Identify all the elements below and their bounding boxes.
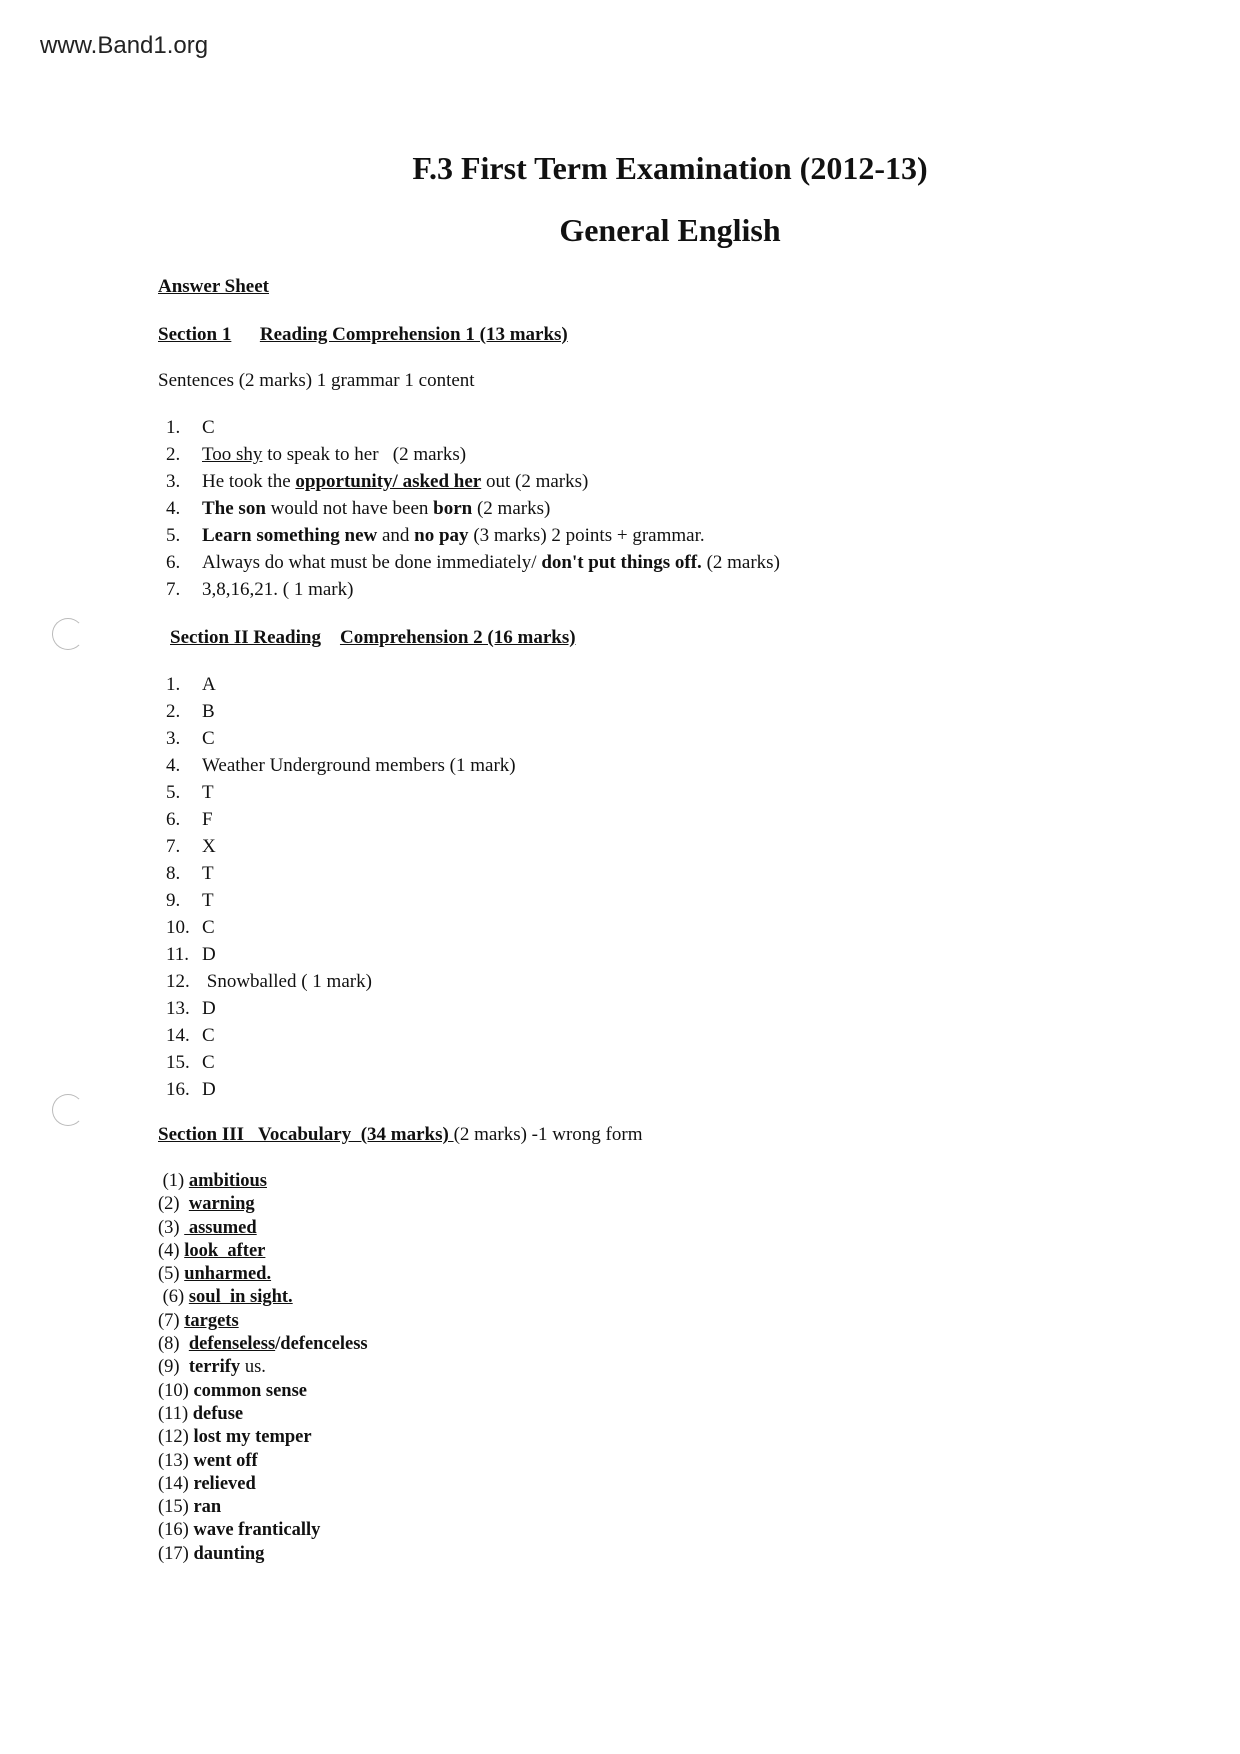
text-segment: (3 marks) 2 points + grammar. bbox=[468, 525, 705, 546]
text-segment: T bbox=[202, 890, 214, 911]
text-segment: Reading Comprehension 1 (13 marks) bbox=[259, 324, 568, 345]
text-segment: ambitious bbox=[188, 1171, 267, 1191]
answer-item bbox=[166, 1022, 516, 1049]
answer-item bbox=[158, 1519, 368, 1542]
answer-number: 14. bbox=[166, 1025, 190, 1046]
answer-number: 16. bbox=[166, 1079, 190, 1100]
text-segment: Section II Reading bbox=[170, 627, 321, 648]
exam-title: F.3 First Term Examination (2012-13) bbox=[412, 150, 928, 186]
website-url: www.Band1.org bbox=[40, 32, 209, 59]
text-segment: unharmed. bbox=[184, 1264, 272, 1285]
answer-number: 3. bbox=[166, 728, 181, 749]
answer-item bbox=[166, 995, 516, 1022]
answer-number: (11) bbox=[158, 1403, 193, 1424]
text-segment: soul in sight. bbox=[188, 1287, 293, 1308]
answer-item bbox=[166, 414, 780, 441]
answer-number: (5) bbox=[158, 1264, 185, 1285]
answer-item bbox=[166, 576, 780, 603]
answer-number: 2. bbox=[166, 444, 181, 465]
answer-number: 1. bbox=[166, 417, 181, 438]
answer-sheet-label: Answer Sheet bbox=[158, 276, 270, 297]
text-segment: common sense bbox=[193, 1380, 308, 1401]
text-segment: (2 marks) -1 wrong form bbox=[453, 1124, 643, 1145]
answer-item bbox=[158, 1193, 368, 1216]
text-segment: look after bbox=[184, 1240, 266, 1261]
text-segment bbox=[321, 627, 340, 648]
answer-item bbox=[158, 1543, 368, 1566]
answer-item bbox=[158, 1356, 368, 1379]
text-segment: C bbox=[202, 1025, 215, 1046]
answer-number: (15) bbox=[158, 1497, 194, 1518]
answer-number: 15. bbox=[166, 1052, 190, 1073]
text-segment: 3,8,16,21. ( 1 mark) bbox=[202, 579, 354, 600]
answer-item bbox=[158, 1333, 368, 1356]
answer-number: (2) bbox=[158, 1194, 189, 1215]
answer-number: 5. bbox=[166, 525, 181, 546]
answer-item bbox=[158, 1450, 368, 1473]
text-segment: terrify bbox=[188, 1357, 241, 1378]
text-segment: T bbox=[202, 782, 214, 803]
answer-number: 4. bbox=[166, 755, 181, 776]
text-segment: don't put things off. bbox=[541, 552, 702, 573]
answer-item bbox=[166, 495, 780, 522]
text-segment: Always do what must be done immediately/ bbox=[202, 552, 542, 573]
answer-item bbox=[166, 698, 516, 725]
answer-number: (6) bbox=[158, 1287, 189, 1308]
text-segment: assumed bbox=[184, 1217, 257, 1238]
text-segment: relieved bbox=[193, 1473, 256, 1494]
answer-item bbox=[158, 1263, 368, 1286]
answer-number: 11. bbox=[166, 944, 190, 965]
answer-item bbox=[158, 1286, 368, 1309]
text-segment: and bbox=[377, 525, 415, 546]
text-segment: no pay bbox=[414, 525, 469, 546]
answer-number: 1. bbox=[166, 674, 181, 695]
answer-item bbox=[166, 441, 780, 468]
answer-number: (3) bbox=[158, 1217, 185, 1238]
section3-answers bbox=[158, 1170, 368, 1566]
text-segment bbox=[231, 324, 260, 345]
answer-number: (16) bbox=[158, 1520, 194, 1541]
answer-number: (8) bbox=[158, 1334, 189, 1355]
text-segment: T bbox=[202, 863, 214, 884]
answer-item bbox=[166, 833, 516, 860]
text-segment: Section III Vocabulary (34 marks) bbox=[158, 1124, 454, 1145]
text-segment: Weather Underground members (1 mark) bbox=[202, 755, 516, 776]
section2-answers bbox=[166, 671, 516, 1103]
answer-number: 12. bbox=[166, 971, 190, 992]
answer-item bbox=[158, 1380, 368, 1403]
text-segment: F bbox=[202, 809, 213, 830]
text-segment: D bbox=[202, 998, 216, 1019]
answer-item bbox=[166, 779, 516, 806]
answer-item bbox=[166, 725, 516, 752]
answer-item bbox=[158, 1310, 368, 1333]
text-segment: X bbox=[202, 836, 216, 857]
section1-heading bbox=[158, 324, 568, 346]
text-segment: The son bbox=[202, 498, 266, 519]
answer-number: 2. bbox=[166, 701, 181, 722]
text-segment: /defenceless bbox=[275, 1334, 368, 1355]
answer-item bbox=[158, 1240, 368, 1263]
answer-item bbox=[166, 1049, 516, 1076]
answer-number: (17) bbox=[158, 1543, 194, 1564]
answer-number: 10. bbox=[166, 917, 190, 938]
text-segment: targets bbox=[184, 1310, 239, 1331]
text-segment: C bbox=[202, 1052, 215, 1073]
text-segment: warning bbox=[188, 1194, 255, 1215]
text-segment: Comprehension 2 (16 marks) bbox=[339, 627, 576, 648]
text-segment: C bbox=[202, 917, 215, 938]
text-segment: born bbox=[433, 498, 473, 519]
answer-number: (4) bbox=[158, 1240, 185, 1261]
text-segment: (2 marks) bbox=[701, 552, 780, 573]
text-segment: opportunity/ asked her bbox=[295, 471, 482, 492]
answer-item bbox=[166, 549, 780, 576]
answer-number: (13) bbox=[158, 1450, 194, 1471]
answer-number: (9) bbox=[158, 1357, 189, 1378]
answer-item bbox=[166, 860, 516, 887]
answer-number: 5. bbox=[166, 782, 181, 803]
answer-number: 7. bbox=[166, 836, 181, 857]
answer-number: 7. bbox=[166, 579, 181, 600]
answer-item bbox=[166, 941, 516, 968]
answer-item bbox=[166, 468, 780, 495]
answer-item bbox=[158, 1496, 368, 1519]
answer-item bbox=[166, 968, 516, 995]
answer-number: 6. bbox=[166, 809, 181, 830]
text-segment: would not have been bbox=[265, 498, 434, 519]
punch-hole-icon bbox=[52, 1094, 84, 1126]
text-segment: Section 1 bbox=[158, 324, 232, 345]
text-segment: lost my temper bbox=[193, 1427, 312, 1448]
text-segment: wave frantically bbox=[193, 1520, 321, 1541]
answer-number: 3. bbox=[166, 471, 181, 492]
section1-answers bbox=[166, 414, 780, 603]
answer-item bbox=[166, 1076, 516, 1103]
text-segment: us. bbox=[240, 1357, 266, 1378]
answer-number: 6. bbox=[166, 552, 181, 573]
text-segment: C bbox=[202, 728, 215, 749]
answer-number: (12) bbox=[158, 1427, 194, 1448]
answer-number: (1) bbox=[158, 1171, 189, 1191]
text-segment: C bbox=[202, 417, 215, 438]
punch-hole-icon bbox=[52, 618, 84, 650]
answer-number: (7) bbox=[158, 1310, 185, 1331]
answer-item bbox=[158, 1217, 368, 1240]
text-segment: ran bbox=[193, 1497, 222, 1518]
answer-number: 8. bbox=[166, 863, 181, 884]
answer-item bbox=[158, 1170, 368, 1193]
answer-item bbox=[158, 1426, 368, 1449]
text-segment: daunting bbox=[193, 1543, 265, 1564]
answer-number: (14) bbox=[158, 1473, 194, 1494]
text-segment: (2 marks) bbox=[472, 498, 551, 519]
text-segment: Snowballed ( 1 mark) bbox=[202, 971, 372, 992]
subject-title: General English bbox=[559, 212, 781, 248]
text-segment: He took the bbox=[202, 471, 296, 492]
text-segment: went off bbox=[193, 1450, 258, 1471]
answer-item bbox=[158, 1473, 368, 1496]
answer-item bbox=[166, 806, 516, 833]
text-segment: D bbox=[202, 1079, 216, 1100]
answer-number: 4. bbox=[166, 498, 181, 519]
text-segment: defuse bbox=[192, 1403, 244, 1424]
answer-number: 13. bbox=[166, 998, 190, 1019]
answer-item bbox=[166, 752, 516, 779]
text-segment: out (2 marks) bbox=[481, 471, 589, 492]
answer-item bbox=[166, 914, 516, 941]
text-segment: Too shy bbox=[202, 444, 263, 465]
text-segment: to speak to her (2 marks) bbox=[262, 444, 467, 465]
answer-item bbox=[158, 1403, 368, 1426]
text-segment: B bbox=[202, 701, 215, 722]
answer-number: (10) bbox=[158, 1380, 194, 1401]
answer-item bbox=[166, 887, 516, 914]
text-segment: A bbox=[202, 674, 216, 695]
section3-heading bbox=[158, 1124, 642, 1146]
answer-item bbox=[166, 522, 780, 549]
answer-item bbox=[166, 671, 516, 698]
section2-heading bbox=[170, 627, 576, 649]
text-segment: D bbox=[202, 944, 216, 965]
answer-number: 9. bbox=[166, 890, 181, 911]
text-segment: defenseless bbox=[188, 1334, 276, 1355]
text-segment: Learn something new bbox=[202, 525, 378, 546]
section1-note: Sentences (2 marks) 1 grammar 1 content bbox=[158, 370, 475, 391]
